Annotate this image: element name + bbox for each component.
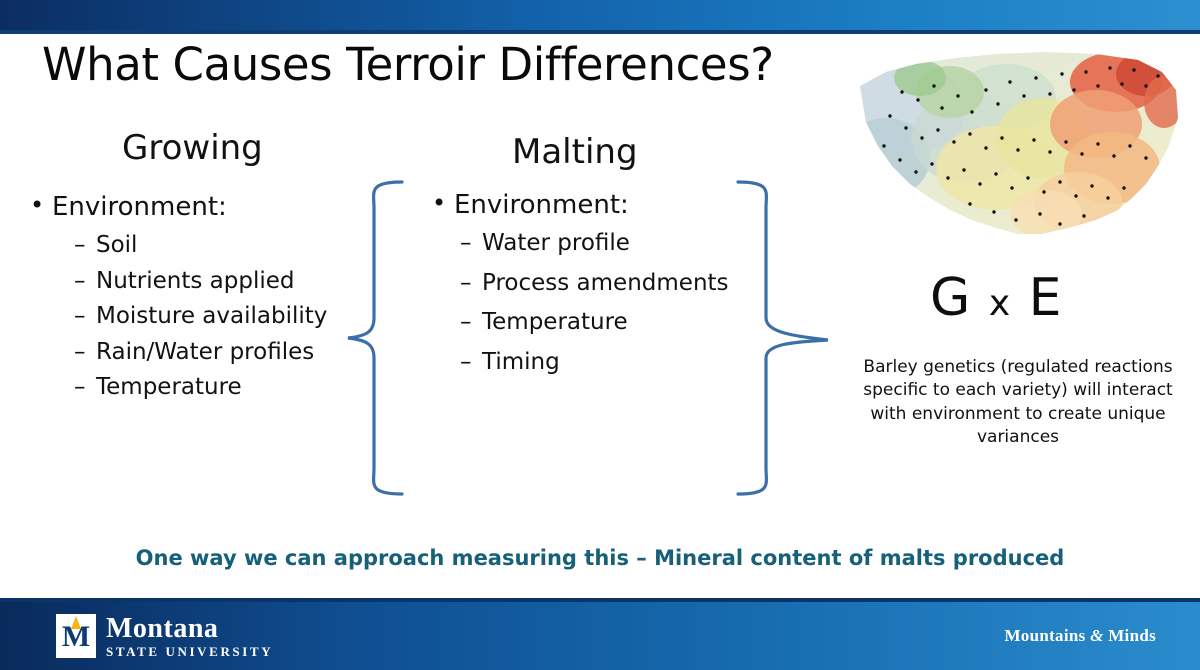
list-item <box>460 230 732 258</box>
dash-icon: – <box>460 269 472 296</box>
bullet-dot-icon: • <box>30 191 45 219</box>
gxe-caption: Barley genetics (regulated reactions specific to each variety) will interact with environment to create unique variances <box>863 357 1173 448</box>
tagline-ampersand: & <box>1090 626 1104 645</box>
university-name: Montana <box>106 612 219 644</box>
brand-tagline <box>1004 626 1156 646</box>
bullet-list-growing <box>30 192 360 410</box>
top-bar-edge <box>0 30 1200 34</box>
list-item <box>74 303 360 331</box>
montana-state-logo <box>56 614 273 658</box>
list-item-label: Environment: <box>52 192 227 222</box>
top-decorative-bar <box>0 0 1200 30</box>
list-item-label: Nutrients applied <box>96 267 295 294</box>
us-map-heatmap <box>846 38 1186 268</box>
dash-icon: – <box>460 348 472 375</box>
gxe-g: G <box>930 268 972 328</box>
curly-brace-growing <box>340 178 410 503</box>
list-item-label: Process amendments <box>482 269 729 296</box>
dash-icon: – <box>460 309 472 336</box>
list-item <box>30 192 360 222</box>
dash-icon: – <box>74 338 86 365</box>
list-item-label: Water profile <box>482 230 630 256</box>
gxe-x: x <box>988 283 1012 324</box>
page-title: What Causes Terroir Differences? <box>42 38 774 91</box>
list-item-label: Temperature <box>96 374 242 401</box>
list-item <box>460 349 732 377</box>
list-item-label: Timing <box>482 348 560 375</box>
dash-icon: – <box>460 230 472 256</box>
list-item <box>460 270 732 298</box>
list-item-label: Environment: <box>454 190 629 220</box>
list-item-label: Temperature <box>482 309 628 336</box>
list-item-label: Moisture availability <box>96 303 328 330</box>
bullet-list-malting <box>432 190 732 388</box>
footer-note: One way we can approach measuring this – Mineral content of malts produced <box>135 546 1065 570</box>
tagline-before: Mountains <box>1004 626 1086 645</box>
list-item <box>432 190 732 220</box>
list-item <box>74 339 360 367</box>
curly-brace-malting <box>728 178 838 503</box>
column-heading-growing: Growing <box>122 128 263 168</box>
list-item <box>460 309 732 337</box>
gxe-e: E <box>1028 268 1063 328</box>
gxe-label <box>930 268 1063 328</box>
msu-shield-icon: M <box>56 614 96 658</box>
university-subtitle: STATE UNIVERSITY <box>106 643 274 659</box>
dash-icon: – <box>74 267 86 294</box>
list-item-label: Soil <box>96 232 138 258</box>
column-heading-malting: Malting <box>512 132 638 172</box>
dash-icon: – <box>74 303 86 330</box>
dash-icon: – <box>74 374 86 401</box>
tagline-after: Minds <box>1108 626 1156 645</box>
list-item <box>74 232 360 260</box>
list-item-label: Rain/Water profiles <box>96 338 315 365</box>
bullet-dot-icon: • <box>432 189 447 217</box>
list-item <box>74 268 360 296</box>
list-item <box>74 374 360 402</box>
dash-icon: – <box>74 232 86 258</box>
